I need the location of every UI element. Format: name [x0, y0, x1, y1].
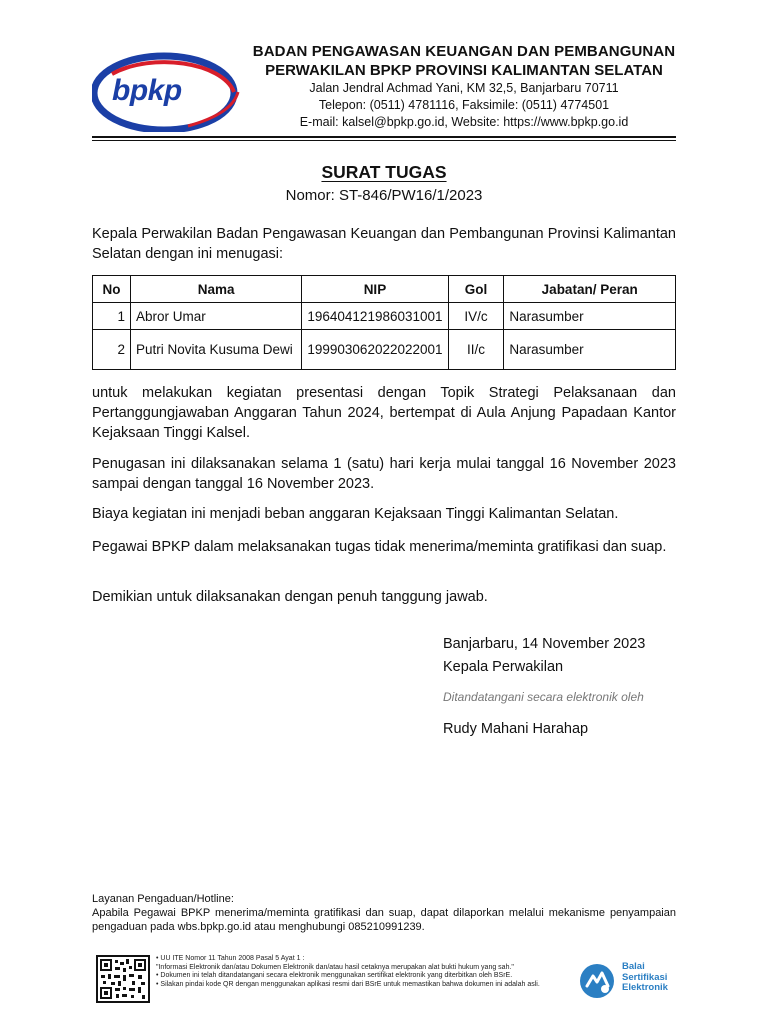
table-row [93, 303, 676, 330]
col-header-no: No [93, 276, 131, 303]
signature-place-date: Banjarbaru, 14 November 2023 [443, 636, 646, 652]
col-header-gol: Gol [448, 276, 504, 303]
logo-text: bpkp [112, 74, 182, 107]
cell-nama: Abror Umar [130, 303, 301, 330]
letterhead-divider-thin [92, 140, 676, 141]
legal-note-scan: • Silakan pindai kode QR dengan menggunakan aplikasi resmi dari BSrE untuk memastikan bahwa dokumen ini adalah asli. [156, 980, 540, 988]
cell-peran: Narasumber [504, 303, 676, 330]
org-name-line2: PERWAKILAN BPKP PROVINSI KALIMANTAN SELATAN [265, 62, 663, 79]
col-header-nama: Nama [130, 276, 301, 303]
qr-pattern-icon [98, 957, 148, 1001]
cell-gol: II/c [448, 330, 504, 370]
bsre-logo-text [622, 962, 668, 994]
document-title [0, 162, 768, 183]
hotline-title: Layanan Pengaduan/Hotline: [92, 893, 234, 905]
qr-code-icon [96, 955, 150, 1003]
activity-paragraph: untuk melakukan kegiatan presentasi dengan Topik Strategi Pelaksanaan dan Pertanggungjawaban Anggaran Tahun 2024, bertempat di Aula Anjung Papadaan Kantor Kejaksaan Tinggi Kalsel. [92, 385, 676, 441]
signature-position: Kepala Perwakilan [443, 659, 564, 675]
table-header-row [93, 276, 676, 303]
intro-paragraph: Kepala Perwakilan Badan Pengawasan Keuangan dan Pembangunan Provinsi Kalimantan Selatan dengan ini menugasi: [92, 226, 676, 262]
hotline-text: Apabila Pegawai BPKP menerima/meminta gratifikasi dan suap, dapat dilaporkan melalui mekanisme penyampaian pengaduan pada wbs.bpkp.go.id atau menghubungi 085210991239. [92, 907, 676, 933]
assignment-table [92, 275, 676, 370]
duration-paragraph: Penugasan ini dilaksanakan selama 1 (satu) hari kerja mulai tanggal 16 November 2023 sampai dengan tanggal 16 November 2023. [92, 456, 676, 492]
document-number: Nomor: ST-846/PW16/1/2023 [285, 187, 483, 204]
legal-note-uu-ite: • UU ITE Nomor 11 Tahun 2008 Pasal 5 Ayat 1 : [156, 955, 305, 962]
e-sign-note: Ditandatangani secara elektronik oleh [443, 690, 644, 704]
cell-gol: IV/c [448, 303, 504, 330]
org-address: Jalan Jendral Achmad Yani, KM 32,5, Banjarbaru 70711 [309, 81, 619, 95]
legal-note-signed: • Dokumen ini telah ditandatangani secara elektronik menggunakan sertifikat elektronik yang diterbitkan oleh BSrE. [156, 972, 513, 979]
org-email-website: E-mail: kalsel@bpkp.go.id, Website: https://www.bpkp.go.id [299, 115, 629, 129]
legal-note-quote: "Informasi Elektronik dan/atau Dokumen Elektronik dan/atau hasil cetaknya merupakan alat bukti hukum yang sah." [156, 963, 514, 971]
cell-nama: Putri Novita Kusuma Dewi [130, 330, 301, 370]
cell-nip: 199903062022022001 [302, 330, 448, 370]
cost-paragraph: Biaya kegiatan ini menjadi beban anggaran Kejaksaan Tinggi Kalimantan Selatan. [92, 506, 619, 522]
org-name-line1: BADAN PENGAWASAN KEUANGAN DAN PEMBANGUNAN [252, 43, 676, 60]
letterhead [236, 42, 692, 131]
letterhead-divider [92, 136, 676, 138]
bsre-text-line2: Sertifikasi [622, 971, 668, 983]
col-header-jabatan: Jabatan/ Peran [504, 276, 676, 303]
gratification-paragraph: Pegawai BPKP dalam melaksanakan tugas tidak menerima/meminta gratifikasi dan suap. [92, 539, 667, 555]
cell-no: 2 [93, 330, 131, 370]
org-phone: Telepon: (0511) 4781116, Faksimile: (0511) 4774501 [318, 98, 610, 112]
legal-notes [156, 955, 574, 989]
document-title-text: SURAT TUGAS [321, 162, 447, 182]
cell-nip: 196404121986031001 [302, 303, 448, 330]
col-header-nip: NIP [302, 276, 448, 303]
bsre-logo-icon [578, 962, 616, 1000]
cell-no: 1 [93, 303, 131, 330]
cell-peran: Narasumber [504, 330, 676, 370]
signatory-name: Rudy Mahani Harahap [443, 721, 589, 737]
closing-paragraph: Demikian untuk dilaksanakan dengan penuh tanggung jawab. [92, 589, 488, 605]
table-row [93, 330, 676, 370]
bsre-text-line1: Balai [622, 961, 645, 972]
bsre-text-line3: Elektronik [622, 982, 668, 993]
